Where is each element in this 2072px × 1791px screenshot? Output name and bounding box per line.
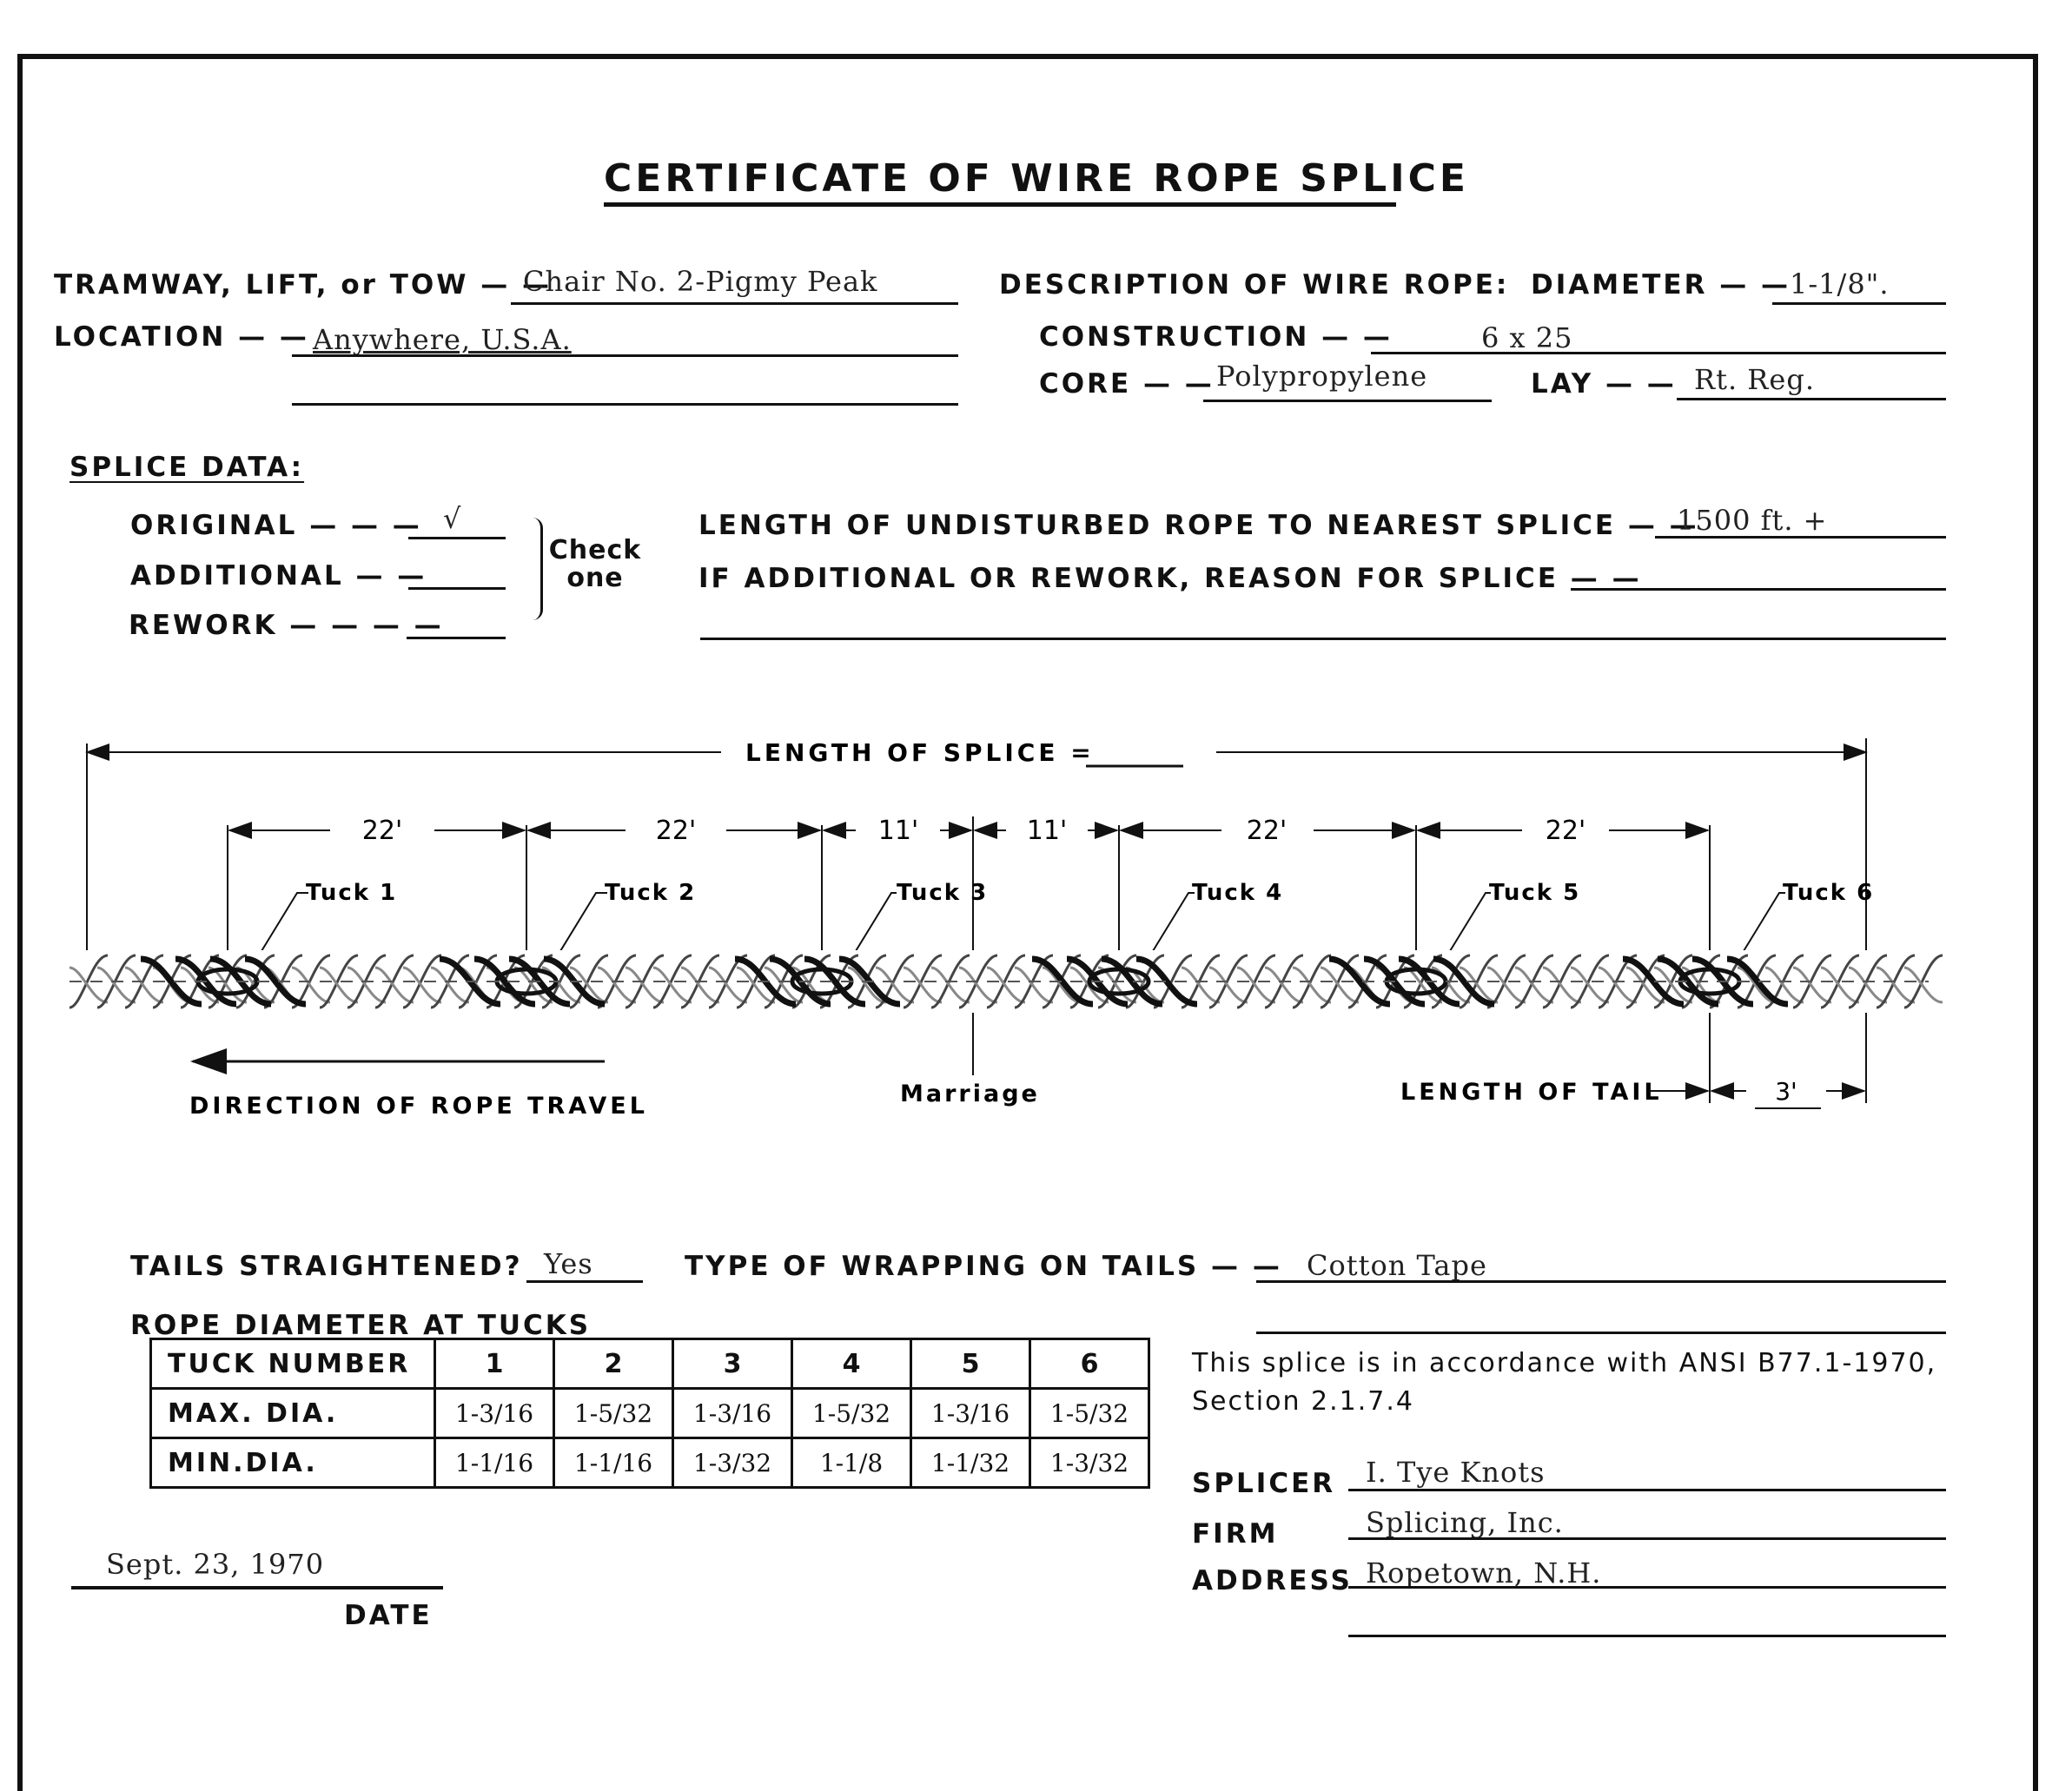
location-value[interactable]: Anywhere, U.S.A.	[313, 323, 572, 356]
construction-value[interactable]: 6 x 25	[1481, 321, 1573, 354]
tuck-2-label: Tuck 2	[605, 880, 697, 906]
max-dia-cell[interactable]: 1-5/32	[792, 1389, 911, 1438]
splicer-line	[1348, 1489, 1946, 1491]
firm-label: FIRM	[1192, 1518, 1279, 1550]
tuck-1-label: Tuck 1	[306, 880, 398, 906]
max-dia-cell[interactable]: 1-3/16	[673, 1389, 792, 1438]
construction-label: CONSTRUCTION — —	[1039, 321, 1393, 353]
rework-line[interactable]	[407, 637, 506, 639]
address-label: ADDRESS	[1192, 1565, 1353, 1596]
description-label: DESCRIPTION OF WIRE ROPE:	[999, 269, 1510, 301]
accordance-line-1: This splice is in accordance with ANSI B77.1-1970,	[1192, 1348, 1937, 1378]
row-label-tuck-number: TUCK NUMBER	[151, 1339, 435, 1389]
tail-label: LENGTH OF TAIL	[1400, 1079, 1663, 1106]
table-row	[151, 1438, 1149, 1488]
check-one-label: Check one	[548, 535, 642, 593]
min-dia-cell[interactable]: 1-1/8	[792, 1438, 911, 1488]
row-label-max-dia: MAX. DIA.	[151, 1389, 435, 1438]
undisturbed-value[interactable]: 1500 ft. +	[1677, 504, 1828, 537]
tramway-line	[511, 302, 958, 305]
reason-line-2[interactable]	[700, 638, 1946, 640]
spacing-5: 22'	[1246, 816, 1288, 846]
construction-line	[1371, 352, 1946, 354]
certificate-title: CERTIFICATE OF WIRE ROPE SPLICE	[604, 156, 1469, 201]
tuck-number-cell: 5	[911, 1339, 1030, 1389]
location-line-2	[292, 403, 958, 406]
spacing-1: 22'	[361, 816, 403, 846]
lay-line	[1677, 398, 1946, 400]
accordance-line-2: Section 2.1.7.4	[1192, 1386, 1414, 1417]
tuck-number-cell: 6	[1030, 1339, 1149, 1389]
min-dia-cell[interactable]: 1-1/32	[911, 1438, 1030, 1488]
min-dia-cell[interactable]: 1-3/32	[673, 1438, 792, 1488]
location-line	[292, 354, 958, 357]
table-row	[151, 1339, 1149, 1389]
date-line	[71, 1586, 443, 1589]
max-dia-cell[interactable]: 1-3/16	[435, 1389, 554, 1438]
tuck-4-label: Tuck 4	[1192, 880, 1284, 906]
tuck-number-cell: 2	[554, 1339, 673, 1389]
max-dia-cell[interactable]: 1-5/32	[1030, 1389, 1149, 1438]
core-line	[1203, 400, 1492, 402]
original-line	[408, 537, 506, 539]
splice-diagram	[0, 721, 2072, 1129]
rope-diameter-table	[149, 1338, 1150, 1489]
original-check[interactable]: √	[443, 502, 462, 535]
tails-straightened-value[interactable]: Yes	[544, 1247, 593, 1280]
core-label: CORE — —	[1039, 368, 1215, 400]
tuck-number-cell: 1	[435, 1339, 554, 1389]
diameter-line	[1772, 302, 1946, 305]
firm-line	[1348, 1537, 1946, 1540]
direction-label: DIRECTION OF ROPE TRAVEL	[189, 1093, 648, 1120]
spacing-4: 11'	[1026, 816, 1068, 846]
reason-line[interactable]	[1571, 588, 1946, 591]
date-label: DATE	[344, 1600, 433, 1631]
length-of-splice-label: LENGTH OF SPLICE =	[745, 738, 1095, 767]
title-underline	[604, 202, 1396, 207]
additional-label: ADDITIONAL — —	[130, 560, 427, 591]
min-dia-cell[interactable]: 1-1/16	[554, 1438, 673, 1488]
address-line-2	[1348, 1635, 1946, 1637]
tuck-6-label: Tuck 6	[1783, 880, 1875, 906]
marriage-label: Marriage	[900, 1081, 1040, 1107]
check-bracket	[530, 518, 543, 620]
max-dia-cell[interactable]: 1-3/16	[911, 1389, 1030, 1438]
undisturbed-label: LENGTH OF UNDISTURBED ROPE TO NEAREST SPLICE — —	[698, 510, 1699, 541]
tail-value[interactable]: 3'	[1775, 1077, 1797, 1106]
diameter-label: DIAMETER — —	[1531, 269, 1791, 301]
rope-drawing	[70, 950, 1943, 1013]
min-dia-cell[interactable]: 1-1/16	[435, 1438, 554, 1488]
max-dia-cell[interactable]: 1-5/32	[554, 1389, 673, 1438]
additional-line[interactable]	[408, 587, 506, 590]
rework-label: REWORK — — — —	[129, 610, 444, 641]
location-label: LOCATION — —	[54, 321, 309, 353]
spacing-3: 11'	[877, 816, 919, 846]
tails-straightened-line	[526, 1280, 643, 1283]
diameter-value[interactable]: 1-1/8".	[1790, 268, 1890, 301]
lay-label: LAY — —	[1531, 368, 1677, 400]
wrapping-value[interactable]: Cotton Tape	[1307, 1249, 1487, 1282]
tuck-3-label: Tuck 3	[897, 880, 989, 906]
tuck-number-cell: 4	[792, 1339, 911, 1389]
row-label-min-dia: MIN.DIA.	[151, 1438, 435, 1488]
tails-straightened-label: TAILS STRAIGHTENED?	[130, 1251, 523, 1282]
address-line	[1348, 1586, 1946, 1589]
date-value[interactable]: Sept. 23, 1970	[106, 1548, 325, 1581]
original-label: ORIGINAL — — —	[130, 510, 422, 541]
core-value[interactable]: Polypropylene	[1216, 360, 1428, 393]
tramway-label: TRAMWAY, LIFT, or TOW — —	[54, 269, 552, 301]
table-row	[151, 1389, 1149, 1438]
undisturbed-line	[1655, 536, 1946, 539]
splicer-value[interactable]: I. Tye Knots	[1366, 1456, 1546, 1489]
lay-value[interactable]: Rt. Reg.	[1694, 363, 1815, 396]
wrapping-label: TYPE OF WRAPPING ON TAILS — —	[685, 1251, 1282, 1282]
reason-label: IF ADDITIONAL OR REWORK, REASON FOR SPLICE — —	[698, 563, 1642, 594]
spacing-6: 22'	[1545, 816, 1586, 846]
splicer-label: SPLICER	[1192, 1468, 1336, 1499]
wrapping-line	[1256, 1280, 1946, 1283]
wrapping-line-2	[1256, 1332, 1946, 1334]
tramway-value[interactable]: Chair No. 2-Pigmy Peak	[523, 265, 878, 298]
address-value[interactable]: Ropetown, N.H.	[1366, 1556, 1602, 1589]
splice-data-heading: SPLICE DATA:	[70, 452, 305, 483]
firm-value[interactable]: Splicing, Inc.	[1366, 1506, 1564, 1539]
rope-diameter-heading: ROPE DIAMETER AT TUCKS	[130, 1310, 592, 1341]
spacing-2: 22'	[655, 816, 697, 846]
tuck-number-cell: 3	[673, 1339, 792, 1389]
tuck-5-label: Tuck 5	[1489, 880, 1581, 906]
min-dia-cell[interactable]: 1-3/32	[1030, 1438, 1149, 1488]
